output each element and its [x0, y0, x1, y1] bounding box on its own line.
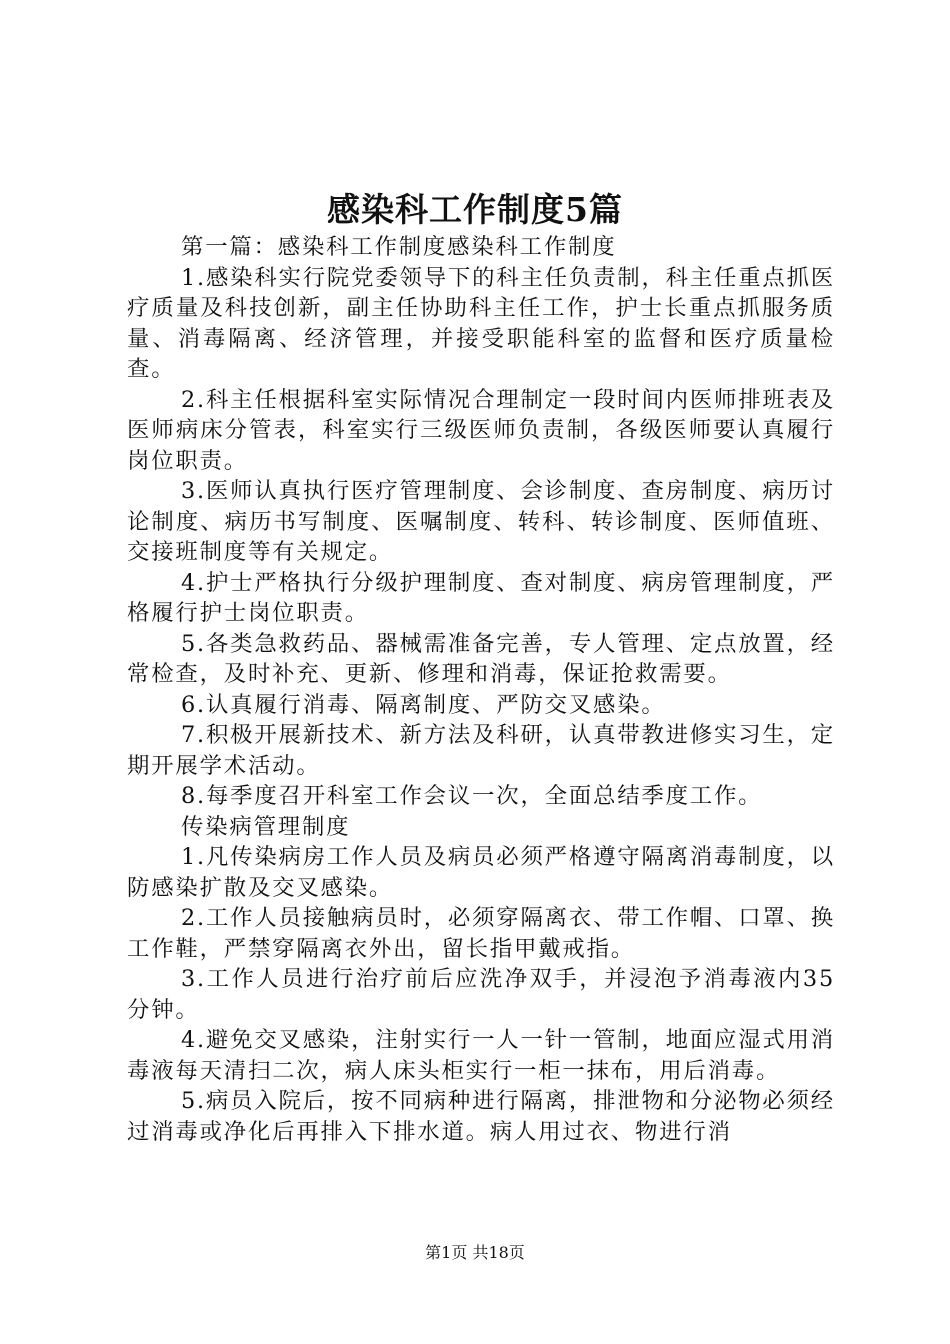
paragraph: 7.积极开展新技术、新方法及科研，认真带教进修实习生，定期开展学术活动。: [127, 722, 835, 779]
paragraph: 4.护士严格执行分级护理制度、查对制度、病房管理制度，严格履行护士岗位职责。: [127, 569, 835, 626]
paragraph: 6.认真履行消毒、隔离制度、严防交叉感染。: [181, 691, 666, 718]
paragraph: 8.每季度召开科室工作会议一次，全面总结季度工作。: [181, 783, 763, 809]
document-body: [127, 232, 835, 1147]
document-title: 感染科工作制度5篇: [327, 190, 623, 229]
paragraph: 1.感染科实行院党委领导下的科主任负责制，科主任重点抓医疗质量及科技创新，副主任协助科主任工作，护士长重点抓服务质量、消毒隔离、经济管理，并接受职能科室的监督和医疗质量检查。: [127, 264, 835, 382]
paragraph: 5.病员入院后，按不同病种进行隔离，排泄物和分泌物必须经过消毒或净化后再排入下排水道。病人用过衣、物进行消: [127, 1088, 835, 1145]
page-footer: 第1页 共18页: [425, 1243, 525, 1262]
paragraph: 5.各类急救药品、器械需准备完善，专人管理、定点放置，经常检查，及时补充、更新、修理和消毒，保证抢救需要。: [127, 630, 835, 687]
paragraph: 第一篇：感染科工作制度感染科工作制度: [181, 234, 617, 260]
paragraph: 2.工作人员接触病员时，必须穿隔离衣、带工作帽、口罩、换工作鞋，严禁穿隔离衣外出，留长指甲戴戒指。: [127, 905, 835, 962]
paragraph: 2.科主任根据科室实际情况合理制定一段时间内医师排班表及医师病床分管表，科室实行三级医师负责制，各级医师要认真履行岗位职责。: [127, 386, 835, 474]
paragraph: 3.工作人员进行治疗前后应洗净双手，并浸泡予消毒液内35分钟。: [127, 966, 835, 1023]
paragraph: 4.避免交叉感染，注射实行一人一针一管制，地面应湿式用消毒液每天清扫二次，病人床头柜实行一柜一抹布，用后消毒。: [127, 1027, 835, 1084]
paragraph: 1.凡传染病房工作人员及病员必须严格遵守隔离消毒制度，以防感染扩散及交叉感染。: [127, 844, 835, 901]
paragraph: 3.医师认真执行医疗管理制度、会诊制度、查房制度、病历讨论制度、病历书写制度、医嘱制度、转科、转诊制度、医师值班、交接班制度等有关规定。: [127, 478, 835, 565]
section-heading: 传染病管理制度: [181, 813, 351, 840]
